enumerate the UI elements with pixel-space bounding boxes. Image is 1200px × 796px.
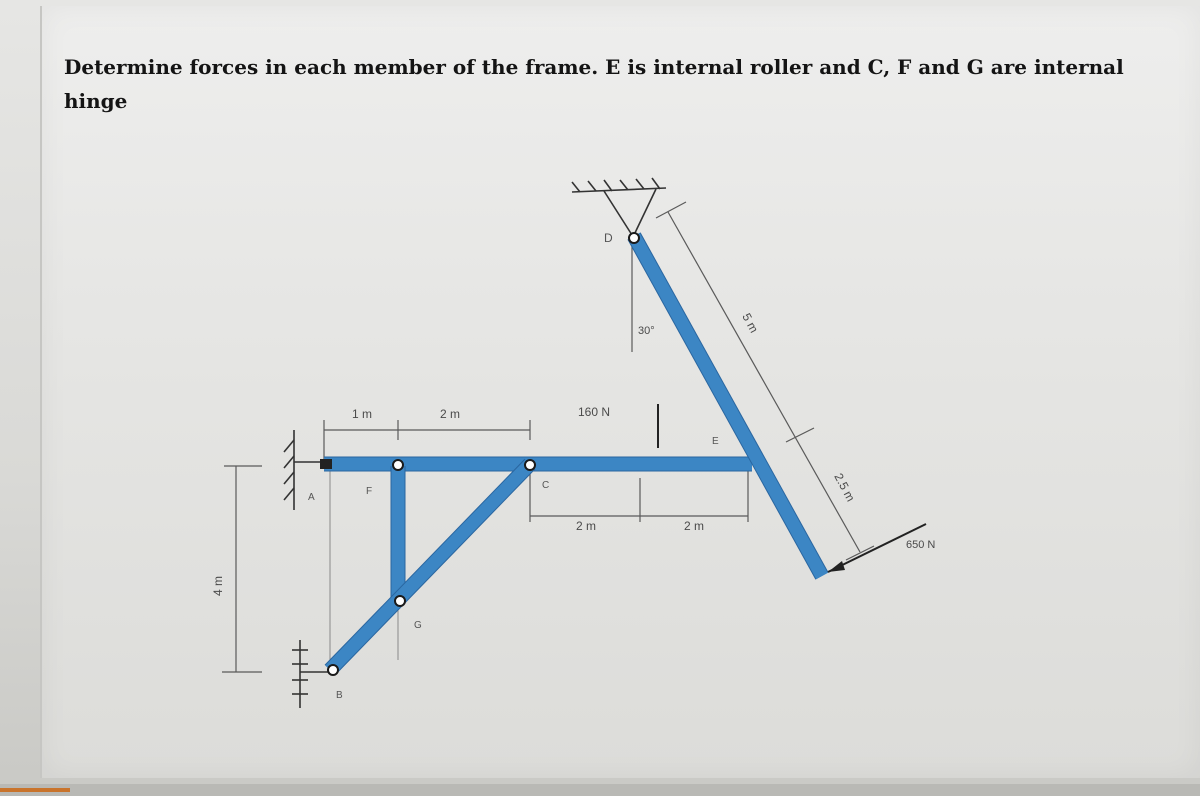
- label-5m: 5 m: [739, 310, 762, 336]
- ceiling-support: [572, 178, 666, 235]
- label-angle: 30°: [638, 325, 655, 337]
- label-b: B: [336, 690, 343, 701]
- label-2-5m: 2.5 m: [831, 470, 858, 504]
- label-1m: 1 m: [352, 407, 373, 421]
- label-f: F: [366, 486, 373, 497]
- member-cgb: [330, 464, 530, 670]
- support-b: [292, 640, 332, 708]
- label-650n: 650 N: [906, 539, 936, 551]
- pin-f: [393, 460, 403, 470]
- pin-d: [629, 233, 639, 243]
- label-a: A: [308, 492, 315, 503]
- label-2m-left: 2 m: [576, 519, 597, 533]
- dimension-4m: [211, 466, 262, 672]
- dimension-diagonal: [656, 202, 874, 560]
- label-2m-top: 2 m: [440, 407, 461, 421]
- bottom-accent: [0, 788, 70, 792]
- pins: [320, 233, 639, 675]
- member-de: [634, 236, 822, 576]
- pin-b: [328, 665, 338, 675]
- label-160n: 160 N: [578, 405, 611, 419]
- dimension-bottom: [530, 470, 748, 533]
- pin-a: [320, 459, 332, 469]
- question-text: Determine forces in each member of the frame. E is internal roller and C, F and G are internal hinge: [64, 55, 1124, 113]
- label-e: E: [712, 436, 719, 447]
- pin-c: [525, 460, 535, 470]
- load-650n: [828, 524, 935, 572]
- label-4m: 4 m: [211, 575, 225, 597]
- label-d: D: [604, 231, 613, 245]
- pin-g: [395, 596, 405, 606]
- label-c: C: [542, 480, 550, 491]
- label-2m-right: 2 m: [684, 519, 705, 533]
- label-g: G: [414, 620, 422, 631]
- bottom-bar: [0, 784, 1200, 796]
- load-160n: [578, 404, 658, 448]
- dimension-top: [324, 407, 530, 460]
